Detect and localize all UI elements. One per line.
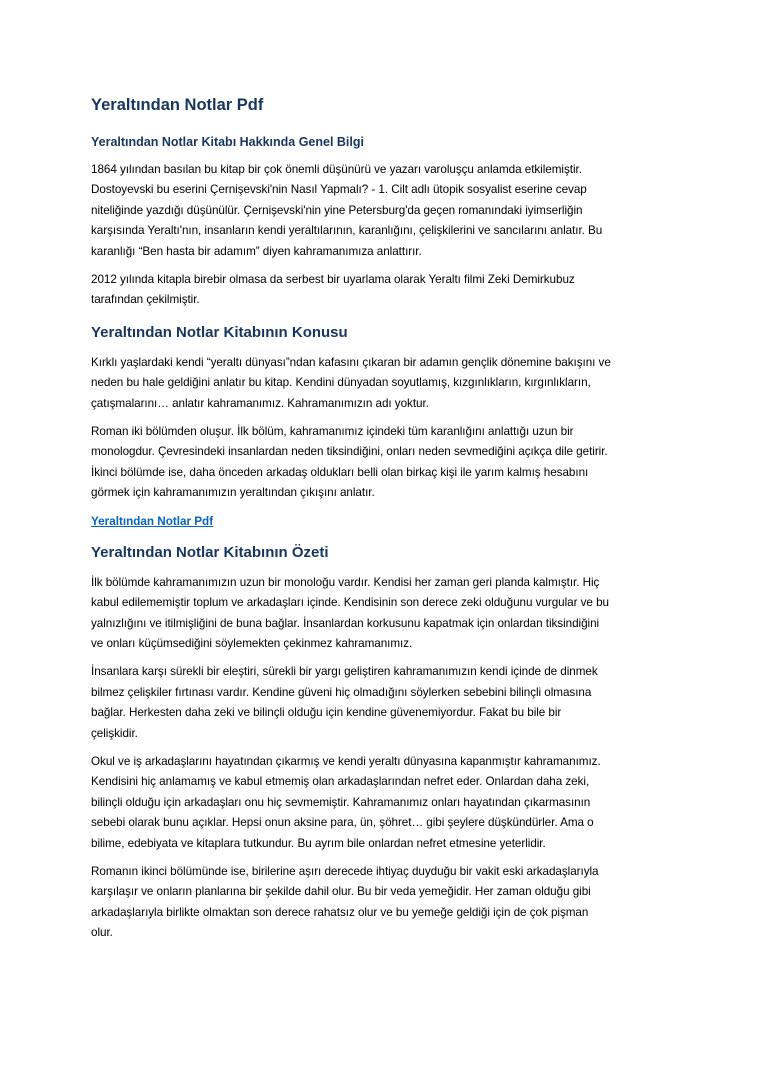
- text-line: 1864 yılından basılan bu kitap bir çok önemli düşünürü ve yazarı varoluşçu anlamda etkilemiştir.: [91, 163, 582, 176]
- section-heading-ozet: Yeraltından Notlar Kitabının Özeti: [91, 543, 329, 561]
- text-line: İnsanlara karşı sürekli bir eleştiri, sürekli bir yargı geliştiren kahramanımızın kendi içinde de dinmek: [91, 665, 598, 679]
- document-title: Yeraltından Notlar Pdf: [91, 96, 264, 114]
- text-line: neden bu hale geldiğini anlatır bu kitap. Kendini dünyadan soyutlamış, kızgınlıkların, kırgınlıkların,: [91, 376, 591, 390]
- text-line: İlk bölümde kahramanımızın uzun bir monoloğu vardır. Kendisi her zaman geri planda kalmıştır. Hiç: [91, 575, 600, 589]
- text-line: çelişkidir.: [91, 726, 138, 740]
- ozet-paragraph-4: [91, 862, 681, 944]
- text-line: karanlığı “Ben hasta bir adamım” diyen kahramanımıza anlattırır.: [91, 244, 422, 258]
- text-line: monologdur. Çevresindeki insanlardan neden tiksindiğini, onları neden sevmediğini açıkça dile getirir.: [91, 445, 608, 459]
- text-line: bilime, edebiyata ve kitaplara tutkundur. Bu ayrım bile onlardan nefret etmesine yeterlidir.: [91, 836, 546, 850]
- text-line: tarafından çekilmiştir.: [91, 293, 200, 307]
- text-line: niteliğinde yazdığı düşünülür. Çernişevski'nin yine Petersburg'da geçen romanındaki iyimserliğin: [91, 203, 583, 217]
- text-line: karşısında Yeraltı'nın, insanların kendi yeraltılarının, karanlığını, çelişkilerini ve sancılarını anlatır. Bu: [91, 224, 603, 238]
- text-line: Dostoyevski bu eserini Çernişevski'nin Nasıl Yapmalı? - 1. Cilt adlı ütopik sosyalist eserine cevap: [91, 183, 587, 197]
- ozet-paragraph-2: [91, 662, 681, 744]
- text-line: Kendisini hiç anlamamış ve kabul etmemiş olan arkadaşlarından nefret eder. Onlardan daha zeki,: [91, 775, 590, 789]
- text-line: yalnızlığını ve itilmişliğini de buna bağlar. İnsanlardan korkusunu kapatmak için onlardan tiksindiğini: [91, 616, 600, 630]
- document-subtitle: Yeraltından Notlar Kitabı Hakkında Genel Bilgi: [91, 135, 364, 149]
- intro-paragraph-1: [91, 160, 681, 262]
- text-line: kabul edilememiştir toplum ve arkadaşları içinde. Kendisinin son derece zeki olduğunu vurgular ve bu: [91, 596, 609, 610]
- text-line: bağlar. Herkesten daha zeki ve bilinçli olduğu için kendine güvenemiyordur. Fakat bu bile bir: [91, 706, 562, 720]
- konu-paragraph-2: [91, 422, 681, 504]
- intro-paragraph-2: [91, 270, 681, 311]
- section-heading-konu: Yeraltından Notlar Kitabının Konusu: [91, 323, 348, 341]
- text-line: görmek için kahramanımızın yeraltından çıkışını anlatır.: [91, 486, 375, 500]
- konu-paragraph-1: [91, 353, 681, 414]
- text-line: olur.: [91, 926, 113, 940]
- text-line: Roman iki bölümden oluşur. İlk bölüm, kahramanımız içindeki tüm karanlığını anlattığı uzun bir: [91, 425, 574, 439]
- text-line: karşılaşır ve onların planlarına bir şekilde dahil olur. Bu bir veda yemeğidir. Her zaman olduğu gibi: [91, 885, 591, 899]
- text-line: sebebi olarak bunu açıklar. Hepsi onun aksine para, ün, şöhret… gibi şeylere düşkündürler. Ama o: [91, 816, 594, 830]
- text-line: bilmez çelişkiler fırtınası vardır. Kendine güveni hiç olmadığını söylerken sebebini bilinçli olmasına: [91, 685, 592, 699]
- text-line: bilinçli olduğu için arkadaşları onu hiç sevmemiştir. Kahramanımız onları hayatından çıkarmasının: [91, 795, 591, 809]
- text-line: Romanın ikinci bölümünde ise, birilerine aşırı derecede ihtiyaç duyduğu bir vakit eski arkadaşlarıyla: [91, 864, 599, 878]
- ozet-paragraph-1: [91, 573, 681, 655]
- text-line: arkadaşlarıyla birlikte olmaktan son derece rahatsız olur ve bu yemeğe geldiği için de çok pişman: [91, 905, 589, 919]
- text-line: Kırklı yaşlardaki kendi “yeraltı dünyası”ndan kafasını çıkaran bir adamın gençlik dönemine bakışını ve: [91, 355, 611, 369]
- text-line: İkinci bölümde ise, daha önceden arkadaş oldukları belli olan birkaç kişi ile yarım kalmış hesabını: [91, 465, 589, 479]
- text-line: ve onları küçümsediğini söylemekten çekinmez kahramanımız.: [91, 636, 413, 650]
- document-page: [91, 94, 681, 952]
- text-line: 2012 yılında kitapla birebir olmasa da serbest bir uyarlama olarak Yeraltı filmi Zeki Demirkubuz: [91, 273, 575, 287]
- text-line: Okul ve iş arkadaşlarını hayatından çıkarmış ve kendi yeraltı dünyasına kapanmıştır kahramanımız.: [91, 754, 601, 768]
- text-line: çatışmalarını… anlatır kahramanımız. Kahramanımızın adı yoktur.: [91, 396, 429, 410]
- pdf-link[interactable]: Yeraltından Notlar Pdf: [91, 514, 214, 528]
- ozet-paragraph-3: [91, 752, 681, 854]
